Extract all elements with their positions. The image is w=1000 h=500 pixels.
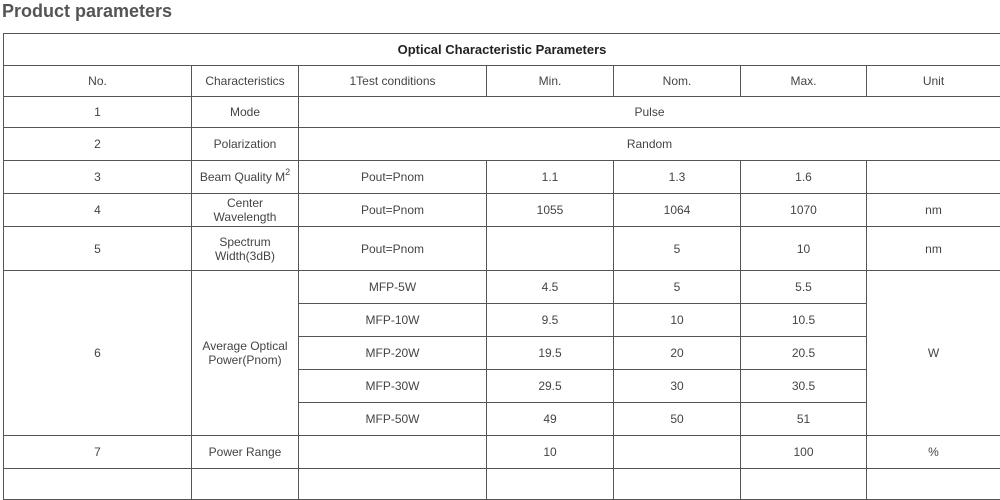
table-row-beam-quality [4, 161, 1000, 194]
min-value: 49 [487, 403, 614, 436]
table-row-polarization [4, 128, 1000, 161]
nom-value: 30 [614, 370, 741, 403]
characteristic-value: Random [299, 128, 1000, 161]
header-unit: Unit [867, 66, 1000, 97]
row-number: 1 [4, 97, 192, 128]
row-number: 7 [4, 436, 192, 469]
characteristic-value: Pulse [299, 97, 1000, 128]
max-value: 100 [741, 436, 867, 469]
table-cell [614, 469, 741, 500]
table-header-row [4, 66, 1000, 97]
table-cell [192, 469, 299, 500]
nom-value: 5 [614, 271, 741, 304]
table-cell [867, 469, 1000, 500]
min-value [487, 227, 614, 271]
table-cell [487, 469, 614, 500]
characteristic-name: Center Wavelength [192, 194, 299, 227]
table-row-spectrum-width [4, 227, 1000, 271]
optical-parameters-table [3, 33, 1000, 500]
page-title: Product parameters [2, 0, 172, 22]
table-cell [4, 469, 192, 500]
test-condition: Pout=Pnom [299, 161, 487, 194]
characteristic-name-text: Beam Quality M [200, 170, 285, 184]
max-value: 30.5 [741, 370, 867, 403]
test-condition: Pout=Pnom [299, 227, 487, 271]
characteristic-name: Power Range [192, 436, 299, 469]
max-value: 10 [741, 227, 867, 271]
characteristic-name [192, 161, 299, 194]
test-condition: MFP-5W [299, 271, 487, 304]
nom-value: 20 [614, 337, 741, 370]
test-condition: MFP-50W [299, 403, 487, 436]
header-max: Max. [741, 66, 867, 97]
min-value: 1.1 [487, 161, 614, 194]
table-title-row [4, 34, 1000, 66]
table-row-center-wavelength [4, 194, 1000, 227]
max-value: 51 [741, 403, 867, 436]
max-value: 1.6 [741, 161, 867, 194]
max-value: 20.5 [741, 337, 867, 370]
max-value: 1070 [741, 194, 867, 227]
characteristic-name: Spectrum Width(3dB) [192, 227, 299, 271]
min-value: 29.5 [487, 370, 614, 403]
characteristic-name: Mode [192, 97, 299, 128]
table-cell [299, 469, 487, 500]
nom-value: 1064 [614, 194, 741, 227]
unit-value: % [867, 436, 1000, 469]
min-value: 1055 [487, 194, 614, 227]
header-nom: Nom. [614, 66, 741, 97]
min-value: 10 [487, 436, 614, 469]
characteristic-name: Average Optical Power(Pnom) [192, 271, 299, 436]
min-value: 4.5 [487, 271, 614, 304]
table-row-mode [4, 97, 1000, 128]
test-condition: Pout=Pnom [299, 194, 487, 227]
min-value: 9.5 [487, 304, 614, 337]
table-row-partial [4, 469, 1000, 500]
nom-value: 1.3 [614, 161, 741, 194]
characteristic-name: Polarization [192, 128, 299, 161]
unit-value: W [867, 271, 1000, 436]
min-value: 19.5 [487, 337, 614, 370]
header-characteristics: Characteristics [192, 66, 299, 97]
table-caption: Optical Characteristic Parameters [4, 34, 1000, 66]
table-row-average-power [4, 271, 1000, 304]
test-condition: MFP-30W [299, 370, 487, 403]
unit-value: nm [867, 194, 1000, 227]
row-number: 2 [4, 128, 192, 161]
row-number: 6 [4, 271, 192, 436]
test-condition: MFP-10W [299, 304, 487, 337]
superscript: 2 [285, 167, 290, 177]
unit-value: nm [867, 227, 1000, 271]
max-value: 10.5 [741, 304, 867, 337]
nom-value: 5 [614, 227, 741, 271]
unit-value [867, 161, 1000, 194]
test-condition: MFP-20W [299, 337, 487, 370]
row-number: 3 [4, 161, 192, 194]
table-cell [741, 469, 867, 500]
header-test-conditions: 1Test conditions [299, 66, 487, 97]
row-number: 4 [4, 194, 192, 227]
nom-value: 10 [614, 304, 741, 337]
max-value: 5.5 [741, 271, 867, 304]
nom-value: 50 [614, 403, 741, 436]
header-no: No. [4, 66, 192, 97]
row-number: 5 [4, 227, 192, 271]
header-min: Min. [487, 66, 614, 97]
